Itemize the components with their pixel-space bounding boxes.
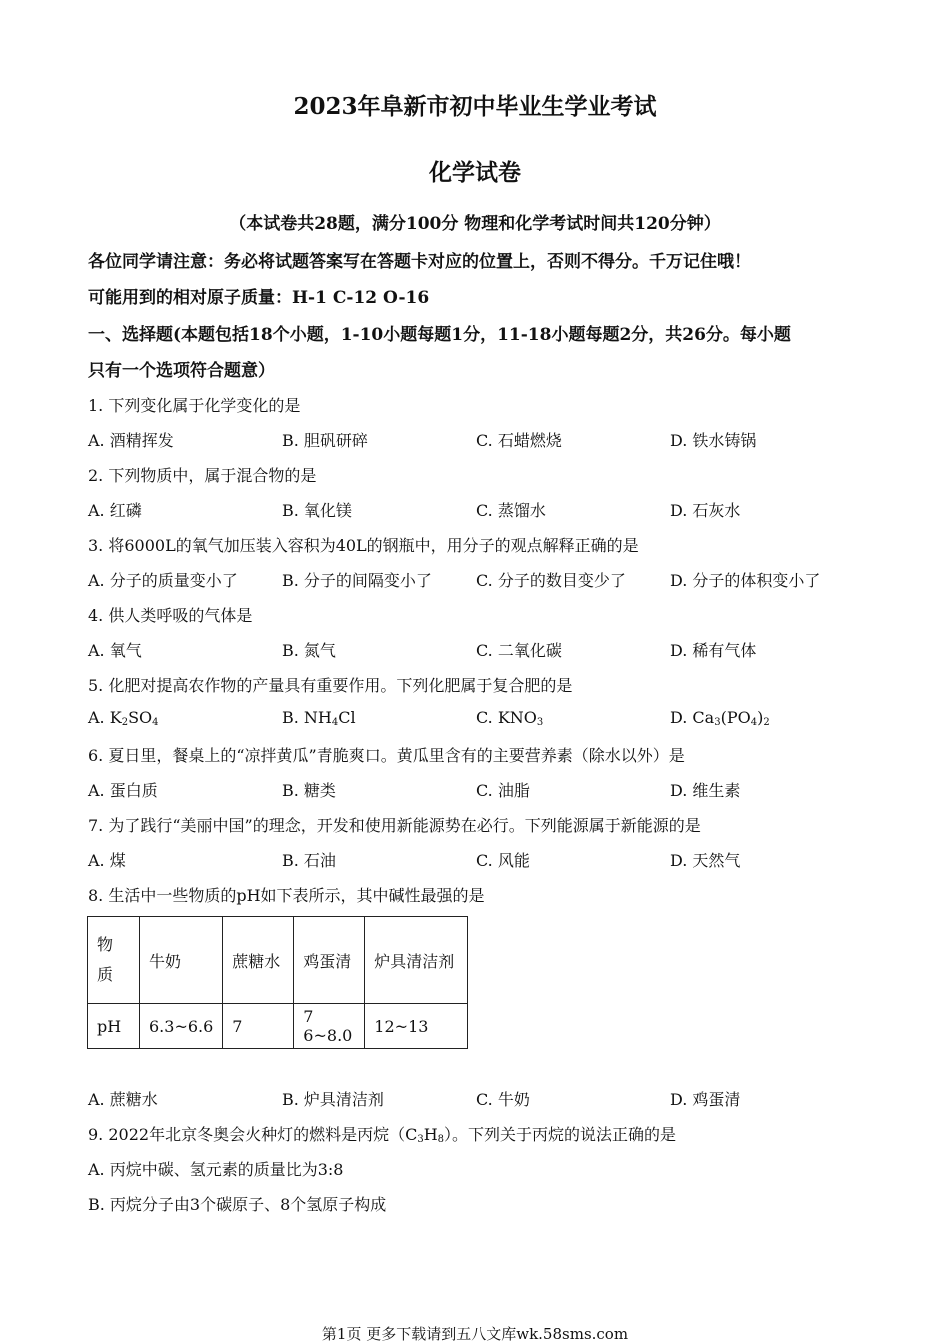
question-8-options bbox=[88, 1087, 868, 1109]
option-b: B. 胆矾研碎 bbox=[282, 431, 368, 450]
option-c: C. 二氧化碳 bbox=[476, 641, 562, 660]
exam-title: 2023年阜新市初中毕业生学业考试 bbox=[293, 93, 657, 120]
table-header-cell: 蔗糖水 bbox=[223, 917, 294, 1004]
question-2: 2. 下列物质中，属于混合物的是 bbox=[88, 466, 317, 485]
option-a: A. 氧气 bbox=[88, 641, 142, 660]
question-4-options bbox=[88, 638, 868, 660]
option-d: D. 稀有气体 bbox=[670, 641, 757, 660]
question-5: 5. 化肥对提高农作物的产量具有重要作用。下列化肥属于复合肥的是 bbox=[88, 676, 573, 695]
question-6: 6. 夏日里，餐桌上的“凉拌黄瓜”青脆爽口。黄瓜里含有的主要营养素（除水以外）是 bbox=[88, 746, 685, 765]
table-cell: pH bbox=[88, 1004, 140, 1049]
section-heading-line2: 只有一个选项符合题意） bbox=[88, 361, 275, 381]
option-a: A. 红磷 bbox=[88, 501, 142, 520]
option-a: A. 蔗糖水 bbox=[88, 1090, 158, 1109]
option-c: C. 油脂 bbox=[476, 781, 530, 800]
option-b: B. 丙烷分子由3个碳原子、8个氢原子构成 bbox=[88, 1195, 387, 1214]
option-c: C. 石蜡燃烧 bbox=[476, 431, 562, 450]
ph-table bbox=[87, 916, 468, 1049]
option-c: C. 风能 bbox=[476, 851, 530, 870]
option-b: B. 氮气 bbox=[282, 641, 336, 660]
table-header-cell: 牛奶 bbox=[140, 917, 223, 1004]
option-d: D. 分子的体积变小了 bbox=[670, 571, 821, 590]
option-b: B. 石油 bbox=[282, 851, 336, 870]
option-c: C. 牛奶 bbox=[476, 1090, 530, 1109]
option-d: D. 鸡蛋清 bbox=[670, 1090, 741, 1109]
question-3-options bbox=[88, 568, 868, 590]
exam-subtitle: 化学试卷 bbox=[429, 159, 521, 186]
option-d: D. 维生素 bbox=[670, 781, 741, 800]
option-a: A. 蛋白质 bbox=[88, 781, 158, 800]
question-7: 7. 为了践行“美丽中国”的理念，开发和使用新能源势在必行。下列能源属于新能源的是 bbox=[88, 816, 701, 835]
question-7-options bbox=[88, 848, 868, 870]
question-3: 3. 将6000L的氧气加压装入容积为40L的钢瓶中，用分子的观点解释正确的是 bbox=[88, 536, 639, 555]
page-footer: 第1页 更多下载请到五八文库wk.58sms.com bbox=[321, 1325, 629, 1343]
table-header-cell: 物 质 bbox=[88, 917, 140, 1004]
question-5-options bbox=[88, 708, 868, 730]
table-header-cell: 鸡蛋清 bbox=[294, 917, 365, 1004]
table-row bbox=[88, 917, 468, 1004]
option-a: A. 煤 bbox=[88, 851, 126, 870]
option-b: B. 分子的间隔变小了 bbox=[282, 571, 432, 590]
option-c: C. $KNO_3$ bbox=[476, 708, 544, 728]
option-d: D. 天然气 bbox=[670, 851, 741, 870]
question-4: 4. 供人类呼吸的气体是 bbox=[88, 606, 253, 625]
option-a: A. 分子的质量变小了 bbox=[88, 571, 238, 590]
option-b: B. $NH_4Cl$ bbox=[282, 708, 356, 728]
option-b: B. 炉具清洁剂 bbox=[282, 1090, 384, 1109]
atomic-mass-line: 可能用到的相对原子质量：H-1 C-12 O-16 bbox=[88, 288, 430, 308]
option-b: B. 氧化镁 bbox=[282, 501, 352, 520]
exam-warning: 各位同学请注意：务必将试题答案写在答题卡对应的位置上，否则不得分。千万记住哦！ bbox=[88, 252, 751, 272]
question-9: 9. 2022年北京冬奥会火种灯的燃料是丙烷$(C_3H_8)$。下列关于丙烷的说法正确的是 bbox=[88, 1125, 677, 1145]
option-d: D. $Ca_3(PO_4)_2$ bbox=[670, 708, 770, 728]
option-a: A. $K_2SO_4$ bbox=[88, 708, 159, 728]
option-c: C. 蒸馏水 bbox=[476, 501, 546, 520]
table-cell: 6.3~6.6 bbox=[140, 1004, 223, 1049]
table-cell: 7 bbox=[223, 1004, 294, 1049]
option-d: D. 石灰水 bbox=[670, 501, 741, 520]
section-heading-line1: 一、选择题(本题包括18个小题，1-10小题每题1分，11-18小题每题2分，共26分。每小题 bbox=[88, 325, 791, 345]
exam-note: （本试卷共28题，满分100分 物理和化学考试时间共120分钟） bbox=[229, 214, 721, 234]
table-row bbox=[88, 1004, 468, 1049]
question-2-options bbox=[88, 498, 868, 520]
option-a: A. 丙烷中碳、氢元素的质量比为3:8 bbox=[88, 1160, 344, 1179]
table-cell: 12~13 bbox=[365, 1004, 468, 1049]
option-b: B. 糖类 bbox=[282, 781, 336, 800]
option-d: D. 铁水铸锅 bbox=[670, 431, 757, 450]
option-a: A. 酒精挥发 bbox=[88, 431, 174, 450]
option-c: C. 分子的数目变少了 bbox=[476, 571, 626, 590]
table-header-cell: 炉具清洁剂 bbox=[365, 917, 468, 1004]
question-6-options bbox=[88, 778, 868, 800]
question-8: 8. 生活中一些物质的pH如下表所示，其中碱性最强的是 bbox=[88, 886, 485, 905]
question-1: 1. 下列变化属于化学变化的是 bbox=[88, 396, 301, 415]
question-1-options bbox=[88, 428, 868, 450]
table-cell: 7 6~8.0 bbox=[294, 1004, 365, 1049]
